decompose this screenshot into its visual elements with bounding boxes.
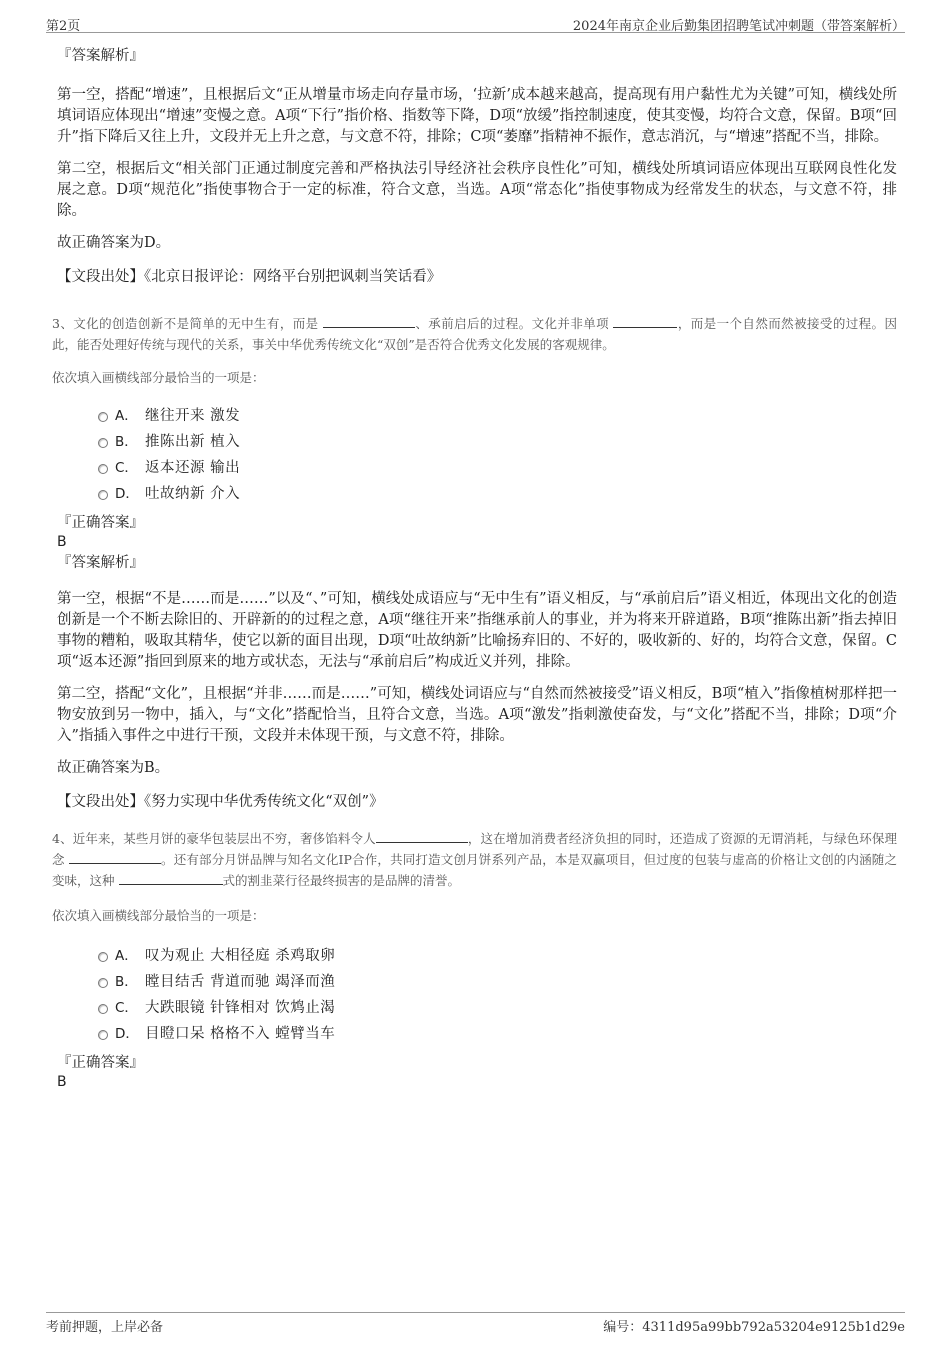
question-4: 4、近年来，某些月饼的豪华包装层出不穷，奢侈馅料令人 ，这在增加消费者经济负担的同时，还造成了资源的无谓消耗，与绿色环保理念 。还有部分月饼品牌与知名文化IP合作，共同打造文创月饼系列产品，本是双赢项目，但过度的包装与虚高的价格让文创的内涵随之变味，这种 式的割韭菜行径最终损害的是品牌的清誉。: [52, 828, 897, 891]
question-prompt: 依次填入画横线部分最恰当的一项是：: [52, 370, 265, 385]
option-d[interactable]: D． 目瞪口呆 格格不入 螳臂当车: [57, 1021, 897, 1047]
analysis-paragraph: 第一空，根据“不是……而是……”以及“、”可知，横线处成语应与“无中生有”语义相反，与“承前启后”语义相近，体现出文化的创造创新是一个不断去除旧的、开辟新的的过程之意，A项“继往开来”指继承前人的事业，并为将来开辟道路，B项“推陈出新”指去掉旧事物的糟粕，吸取其精华，使它以新的面目出现，D项“吐故纳新”比喻扬弃旧的、不好的，吸收新的、好的，均符合文意，保留。C项“返本还源”指回到原来的地方或状态，无法与“承前启后”构成近义并列，排除。: [57, 591, 897, 670]
fill-blank: [323, 313, 415, 328]
option-d[interactable]: D． 吐故纳新 介入: [57, 481, 897, 507]
analysis-paragraph: 第二空，根据后文“相关部门正通过制度完善和严格执法引导经济社会秩序良性化”可知，横线处所填词语应体现出互联网良性化发展之意。D项“规范化”指使事物合于一定的标准，符合文意，当选。A项“常态化”指使事物成为经常发生的状态，与文意不符，排除。: [57, 161, 897, 219]
radio-icon[interactable]: [98, 1030, 108, 1040]
option-b[interactable]: B． 瞠目结舌 背道而驰 竭泽而渔: [57, 969, 897, 995]
analysis-label: 『答案解析』: [57, 48, 144, 64]
fill-blank: [69, 849, 161, 864]
option-c[interactable]: C． 返本还源 输出: [57, 455, 897, 481]
radio-icon[interactable]: [98, 1004, 108, 1014]
document-id: 编号：4311d95a99bb792a53204e9125b1d29e: [603, 1320, 905, 1335]
radio-icon[interactable]: [98, 412, 108, 422]
fill-blank: [119, 870, 223, 885]
page-footer: [46, 1312, 905, 1335]
conclusion: 故正确答案为B。: [57, 760, 170, 776]
options-list: [57, 943, 897, 1047]
main-content: [52, 38, 897, 1091]
option-b[interactable]: B． 推陈出新 植入: [57, 429, 897, 455]
options-list: [57, 403, 897, 507]
analysis-paragraph: 第一空，搭配“增速”，且根据后文“正从增量市场走向存量市场，‘拉新’成本越来越高，提高现有用户黏性尤为关键”可知，横线处所填词语应体现出“增速”变慢之意。A项“下行”指价格、指数等下降，D项“放缓”指控制速度，使其变慢，均符合文意，保留。B项“回升”指下降后又往上升，文段并无上升之意，与文意不符，排除；C项“萎靡”指精神不振作，意志消沉，与“增速”搭配不当，排除。: [57, 87, 897, 145]
fill-blank: [376, 828, 468, 843]
page-number: 第2页: [46, 19, 81, 34]
document-title: 2024年南京企业后勤集团招聘笔试冲刺题（带答案解析）: [572, 19, 905, 34]
question-3: 3、文化的创造创新不是简单的无中生有，而是 、承前启后的过程。文化并非单项 ，而是一个自然而然被接受的过程。因此，能否处理好传统与现代的关系，事关中华优秀传统文化“双创”是否符合优秀文化发展的客观规律。: [52, 313, 897, 355]
conclusion: 故正确答案为D。: [57, 235, 171, 251]
radio-icon[interactable]: [98, 464, 108, 474]
source-citation: 【文段出处】《北京日报评论：网络平台别把讽刺当笑话看》: [57, 269, 442, 285]
analysis-label: 『答案解析』: [57, 555, 144, 571]
radio-icon[interactable]: [98, 490, 108, 500]
question-prompt: 依次填入画横线部分最恰当的一项是：: [52, 908, 265, 923]
option-a[interactable]: A． 继往开来 激发: [57, 403, 897, 429]
option-c[interactable]: C． 大跌眼镜 针锋相对 饮鸩止渴: [57, 995, 897, 1021]
radio-icon[interactable]: [98, 978, 108, 988]
footer-slogan: 考前押题，上岸必备: [46, 1320, 164, 1335]
fill-blank: [613, 313, 677, 328]
page-header: [46, 12, 905, 33]
correct-answer: B: [57, 1074, 67, 1090]
radio-icon[interactable]: [98, 438, 108, 448]
radio-icon[interactable]: [98, 952, 108, 962]
analysis-paragraph: 第二空，搭配“文化”，且根据“并非……而是……”可知，横线处词语应与“自然而然被接受”语义相反，B项“植入”指像植树那样把一物安放到另一物中，插入，与“文化”搭配恰当，且符合文意，当选。A项“激发”指刺激使奋发，与“文化”搭配不当，排除；D项“介入”指插入事件之中进行干预，文段并未体现干预，与文意不符，排除。: [57, 686, 897, 744]
answer-label: 『正确答案』: [57, 515, 144, 531]
correct-answer: B: [57, 534, 67, 550]
source-citation: 【文段出处】《努力实现中华优秀传统文化“双创”》: [57, 794, 384, 810]
answer-label: 『正确答案』: [57, 1055, 144, 1071]
option-a[interactable]: A． 叹为观止 大相径庭 杀鸡取卵: [57, 943, 897, 969]
